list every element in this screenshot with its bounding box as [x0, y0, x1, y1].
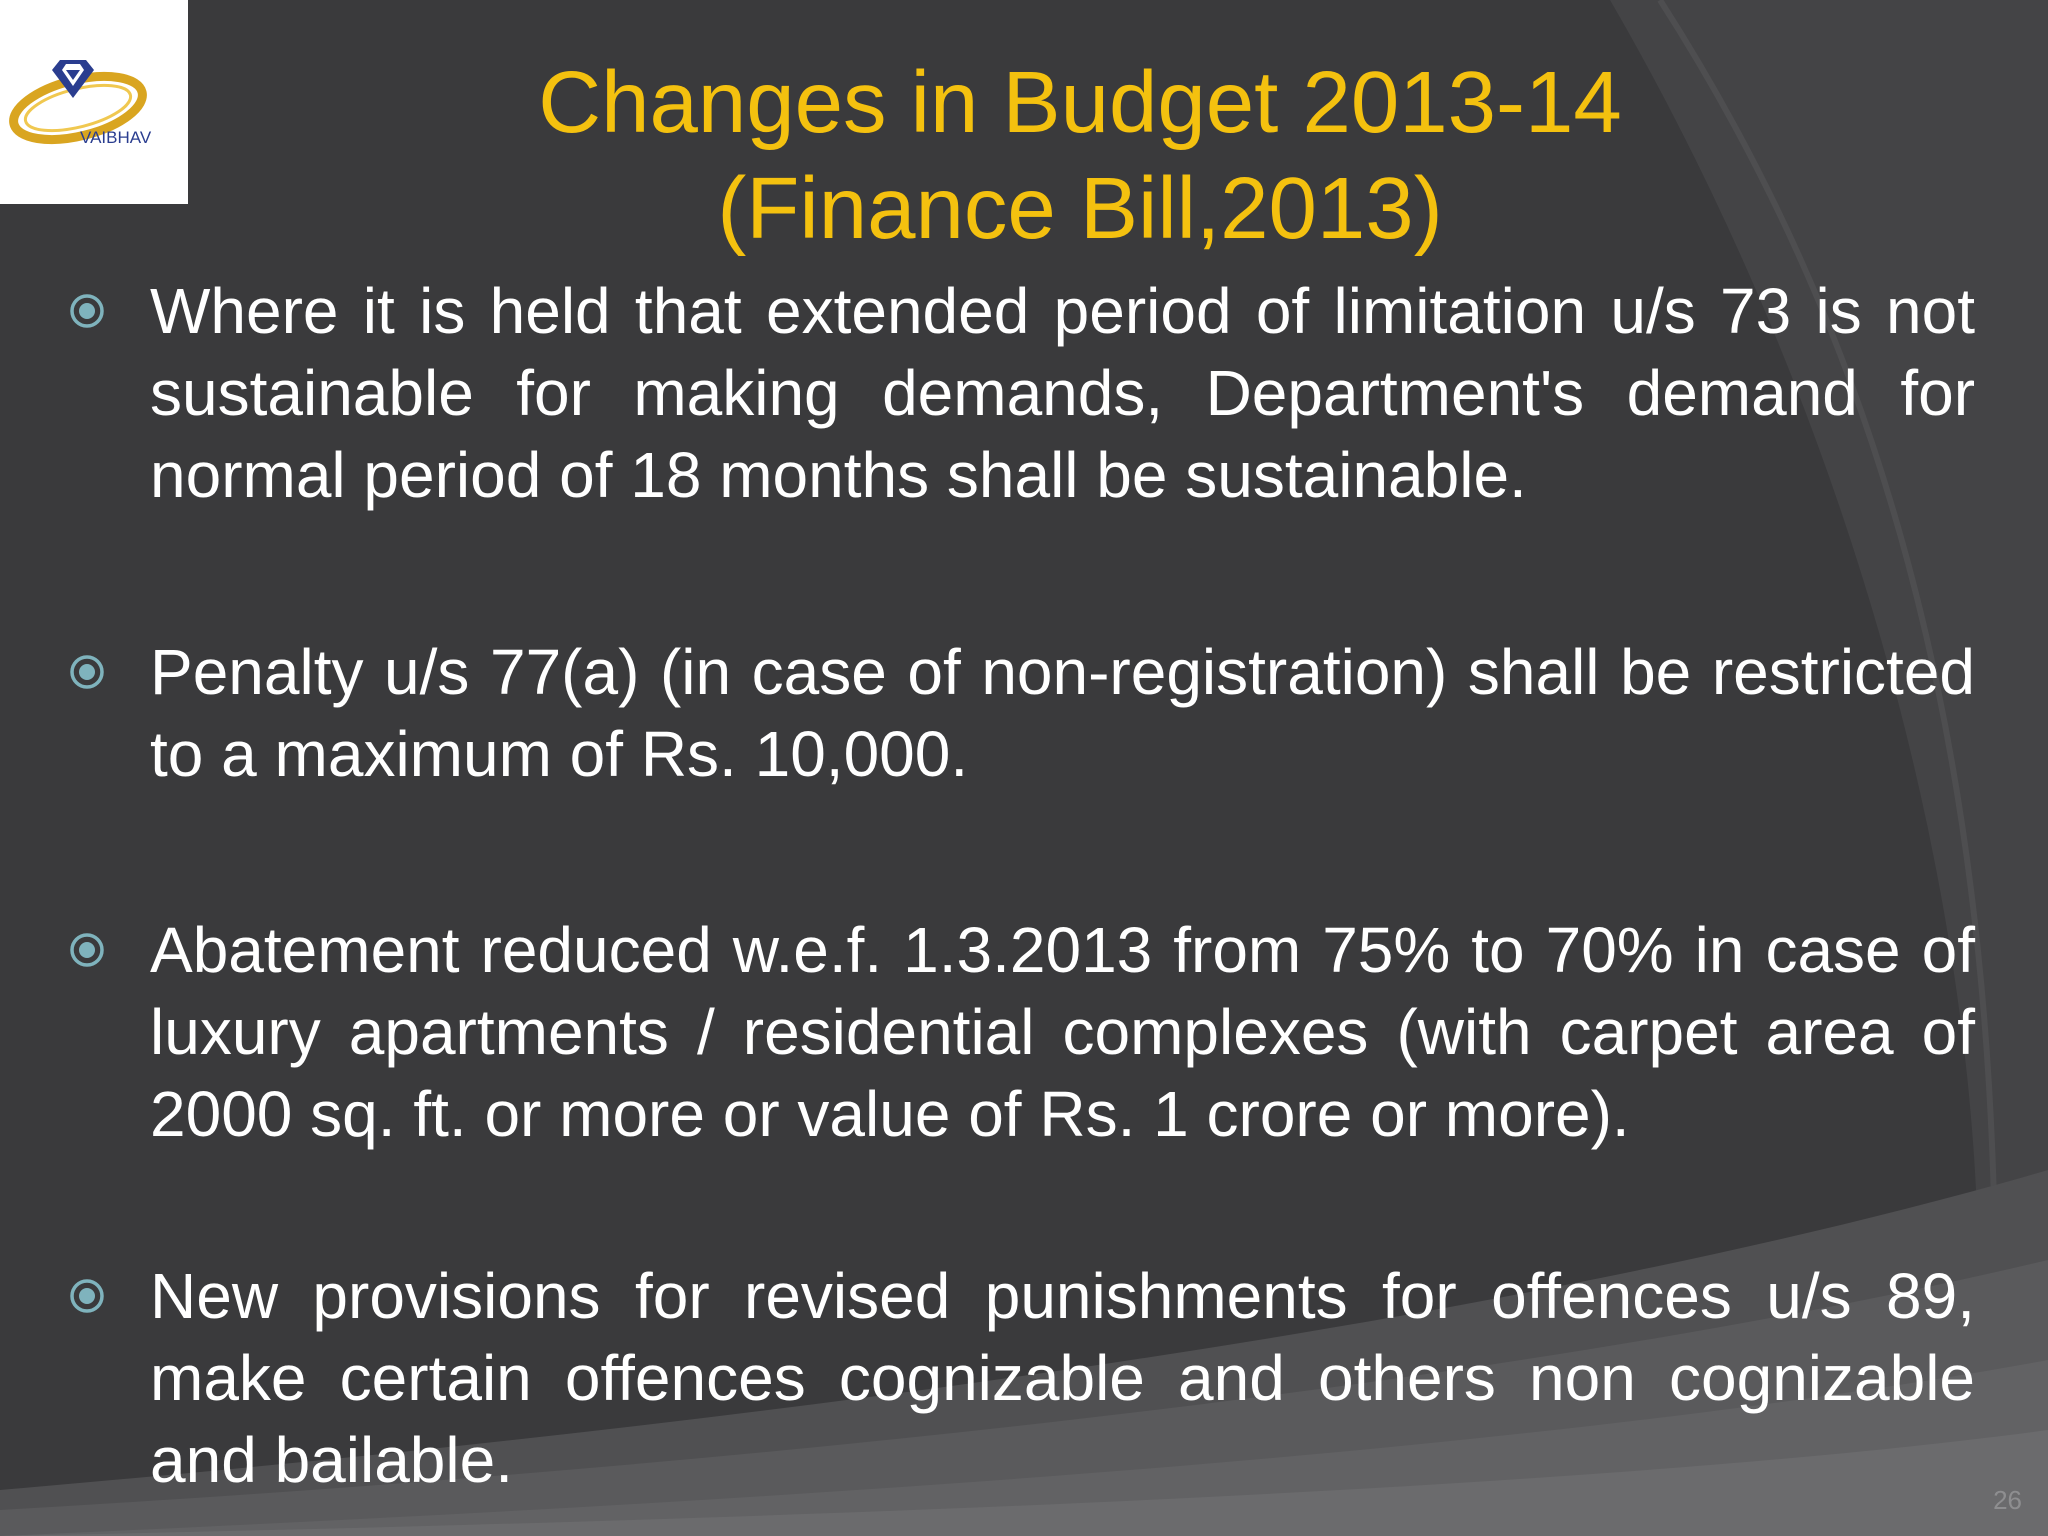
- title-line-2: (Finance Bill,2013): [717, 160, 1443, 257]
- circle-target-bullet-icon: [68, 931, 106, 969]
- page-number: 26: [1993, 1485, 2022, 1515]
- bullet-item-1: Where it is held that extended period of limitation u/s 73 is not sustainable for making demands, Department's demand for normal period of 18 months shall be sustainable.: [150, 275, 1975, 511]
- bullet-item-3: Abatement reduced w.e.f. 1.3.2013 from 75% to 70% in case of luxury apartments / residential complexes (with carpet area of 2000 sq. ft. or more or value of Rs. 1 crore or more).: [150, 914, 1975, 1150]
- circle-target-bullet-icon: [68, 653, 106, 691]
- bullet-item-4: New provisions for revised punishments for offences u/s 89, make certain offences cognizable and others non cognizable and bailable.: [150, 1260, 1975, 1496]
- title-line-1: Changes in Budget 2013-14: [538, 54, 1622, 151]
- bullet-item-2: Penalty u/s 77(a) (in case of non-registration) shall be restricted to a maximum of Rs. 10,000.: [150, 636, 1975, 790]
- circle-target-bullet-icon: [68, 1277, 106, 1315]
- circle-target-bullet-icon: [68, 292, 106, 330]
- logo-text: VAIBHAV: [80, 128, 152, 147]
